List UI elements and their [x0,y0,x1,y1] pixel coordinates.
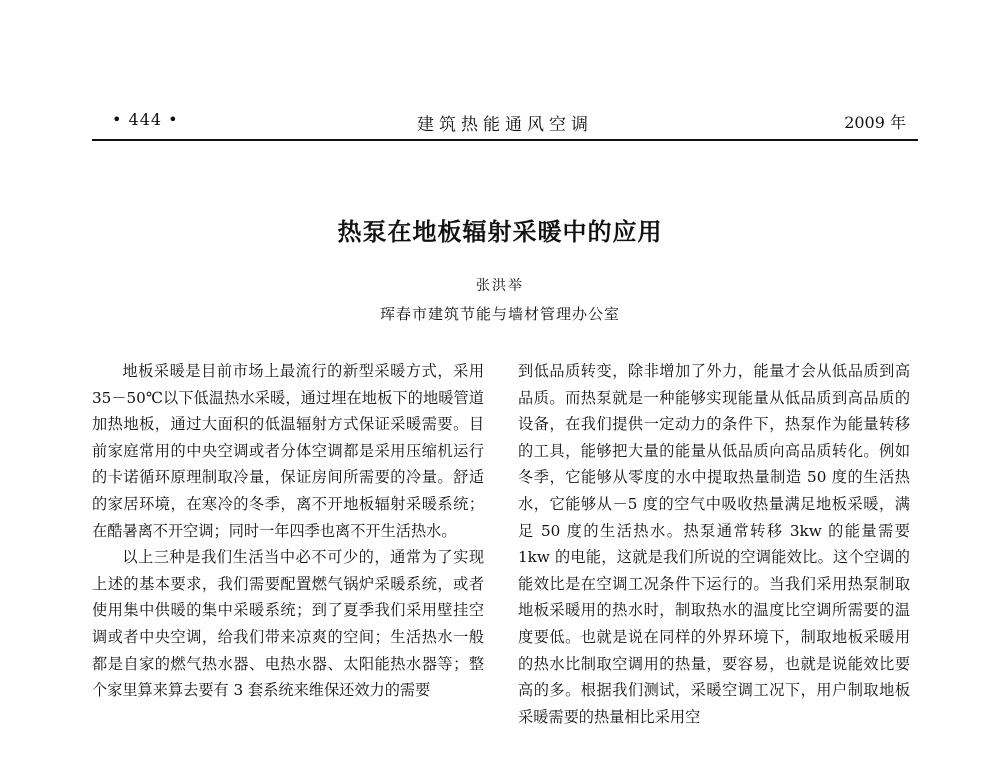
article-author: 张洪举 [476,278,524,294]
header-rule [92,139,918,141]
publication-year: 2009 年 [844,113,906,132]
left-paragraph-2: 以上三种是我们生活当中必不可少的，通常为了实现上述的基本要求，我们需要配置燃气锅炉采暖系统，或者使用集中供暖的集中采暖系统；到了夏季我们采用壁挂空调或者中央空调，给我们带来凉爽的空间；生活热水一般都是自家的燃气热水器、电热水器、太阳能热水器等；整个家里算来算去要有 3 套系统来维保还效力的需要 [92,548,484,700]
left-paragraph-1: 地板采暖是目前市场上最流行的新型采暖方式，采用 35－50℃以下低温热水采暖，通过埋在地板下的地暖管道加热地板，通过大面积的低温辐射方式保证采暖需要。目前家庭常用的中央空调或者分体空调都是采用压缩机运行的卡诺循环原理制取冷量，保证房间所需要的冷量。舒适的家居环境，在寒冷的冬季，离不开地板辐射采暖系统；在酷暑离不开空调；同时一年四季也离不开生活热水。 [92,362,484,540]
article-title: 热泵在地板辐射采暖中的应用 [337,218,663,246]
page-number: • 444 • [112,110,179,129]
running-head [92,110,918,140]
author-affiliation: 珲春市建筑节能与墙材管理办公室 [379,305,620,323]
right-column [518,358,910,730]
journal-name: 建筑热能通风空调 [417,115,593,135]
right-paragraph-1: 到低品质转变，除非增加了外力，能量才会从低品质到高品质。而热泵就是一种能够实现能量从低品质到高品质的设备，在我们提供一定动力的条件下，热泵作为能量转移的工具，能够把大量的能量从低品质向高品质转化。例如冬季，它能够从零度的水中提取热量制造 50 度的生活热水，它能够从－5 度的空气中吸收热量满足地板采暖，满足 50 度的生活热水。热泵通常转移 3kw 的能量需要 1kw 的电能，这就是我们所说的空调能效比。这个空调的能效比是在空调工况条件下运行的。当我们采用热泵制取地板采暖用的热水时，制取热水的温度比空调所需要的温度要低。也就是说在同样的外界环境下，制取地板采暖用的热水比制取空调用的热量，要容易，也就是说能效比要高的多。根据我们测试，采暖空调工况下，用户制取地板采暖需要的热量相比采用空 [518,362,910,726]
left-column [92,358,484,704]
